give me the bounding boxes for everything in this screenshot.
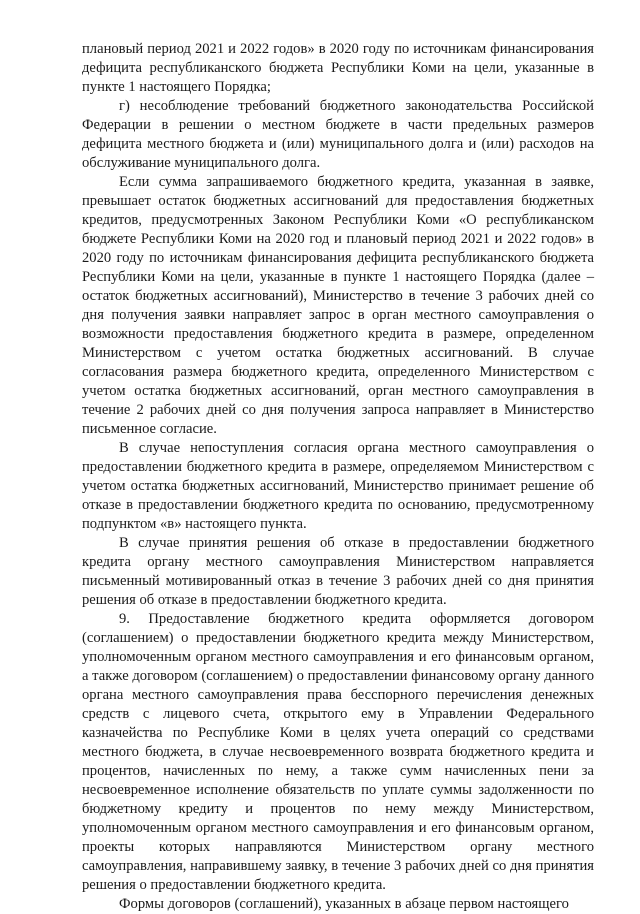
paragraph-refusal-notice: В случае принятия решения об отказе в предоставлении бюджетного кредита органу местного самоуправления Министерством направляется письменный мотивированный отказ в течение 3 рабочих дней со дня принятия решения об отказе в предоставлении бюджетного кредита. [82, 535, 594, 608]
document-page [82, 40, 594, 914]
paragraph-no-consent: В случае непоступления согласия органа местного самоуправления о предоставлении бюджетного кредита в размере, определяемом Министерством с учетом остатка бюджетных ассигнований, Министерство принимает решение об отказе в предоставлении бюджетного кредита по основанию, предусмотренному подпунктом «в» настоящего пункта. [82, 440, 594, 532]
paragraph-item-g: г) несоблюдение требований бюджетного законодательства Российской Федерации в решении о местном бюджете в части предельных размеров дефицита местного бюджета и (или) муниципального долга и (или) расходов на обслуживание муниципального долга. [82, 98, 594, 171]
paragraph-item-9: 9. Предоставление бюджетного кредита оформляется договором (соглашением) о предоставлении бюджетного кредита между Министерством, уполномоченным органом местного самоуправления и его финансовым органом, а также договором (соглашением) о предоставлении финансовому органу данного органа местного самоуправления права бесспорного перечисления денежных средств с лицевого счета, открытого ему в Управлении Федерального казначейства по Республике Коми в целях учета операций со средствами местного бюджета, в случае несвоевременного возврата бюджетного кредита и процентов, начисленных по нему, а также сумм начисленных пени за несвоевременное исполнение обязательств по уплате суммы задолженности по бюджетному кредиту и процентов по нему между Министерством, уполномоченным органом местного самоуправления и его финансовым органом, проекты которых направляются Министерством органу местного самоуправления, направившему заявку, в течение 3 рабочих дней со дня принятия решения о предоставлении бюджетного кредита. [82, 611, 594, 893]
paragraph-loan-amount-excess: Если сумма запрашиваемого бюджетного кредита, указанная в заявке, превышает остаток бюджетных ассигнований для предоставления бюджетных кредитов, предусмотренных Законом Республики Коми «О республиканском бюджете Республики Коми на 2020 год и плановый период 2021 и 2022 годов» в 2020 году по источникам финансирования дефицита республиканского бюджета Республики Коми на цели, указанные в пункте 1 настоящего Порядка (далее – остаток бюджетных ассигнований), Министерство в течение 3 рабочих дней со дня получения заявки направляет запрос в орган местного самоуправления о возможности предоставления бюджетного кредита в размере, определенном Министерством с учетом остатка бюджетных ассигнований. В случае согласования размера бюджетного кредита, определенного Министерством с учетом остатка бюджетных ассигнований, орган местного самоуправления в течение 2 рабочих дней со дня получения запроса направляет в Министерство письменное согласие. [82, 174, 594, 437]
paragraph-continuation: плановый период 2021 и 2022 годов» в 2020 году по источникам финансирования дефицита республиканского бюджета Республики Коми на цели, указанные в пункте 1 настоящего Порядка; [82, 41, 594, 95]
paragraph-agreement-forms: Формы договоров (соглашений), указанных в абзаце первом настоящего [119, 896, 569, 912]
